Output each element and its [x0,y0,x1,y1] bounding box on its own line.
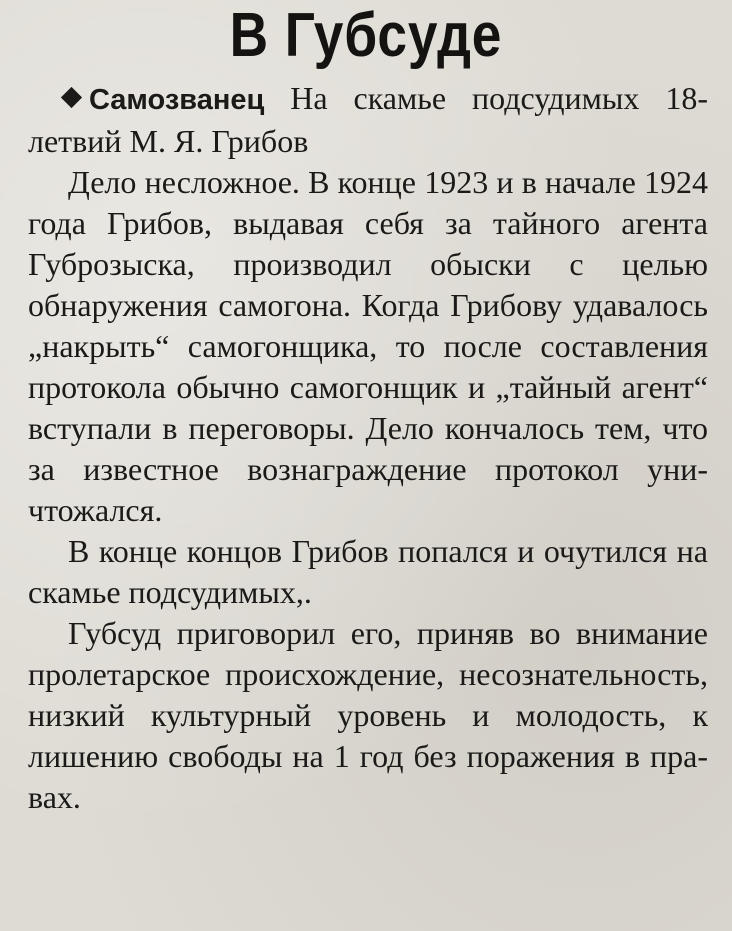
article-body [28,78,708,818]
paragraph-verdict: Губсуд приговорил его, приняв во внимание пролетарское происхождение, несознательность, низкий культурный уровень и молодость, к лишению свободы на 1 год без поражения в правах. [28,615,708,815]
paragraph-case: Дело несложное. В конце 1923 и в начале 1924 года Грибов, выдавая себя за тайного агента Губрозыска, производил обыски с целью обнаружения самогона. Когда Грибову удавалось „накрыть“ самогонщика, то после составления протокола обычно самогонщик и „тайный агент“ вступали в переговоры. Дело кончалось тем, что за известное вознаграждение протокол уничтожался. [28,164,708,528]
article-intro [28,78,708,162]
paragraph-caught: В конце концов Грибов попался и очутился на скамье подсудимых,. [28,533,708,610]
section-title: Самозванец [89,84,265,116]
diamond-bullet-icon [61,87,82,108]
headline: В Губсуде [229,1,503,70]
intro-text: На скамье подсудимых 18-летвий М. Я. Грибов [28,80,708,159]
